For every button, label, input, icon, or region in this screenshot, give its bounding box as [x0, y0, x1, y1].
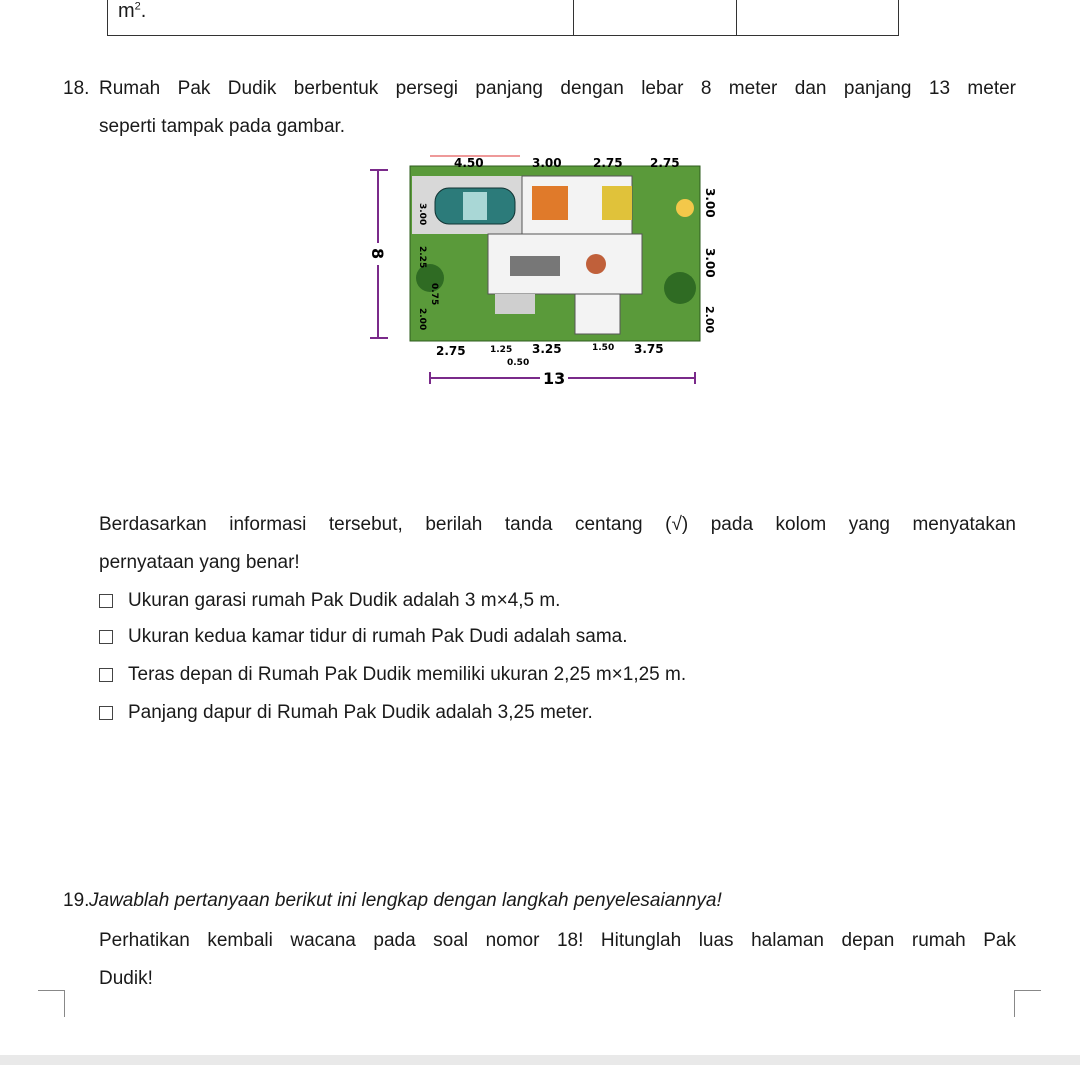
floor-plan-figure — [360, 148, 720, 388]
dim-bottom-small: 0.50 — [507, 358, 530, 368]
answer-box-corner — [1014, 990, 1041, 1017]
dim-bottom-1: 2.75 — [436, 344, 466, 358]
dim-top-2: 3.00 — [532, 156, 562, 170]
checkbox[interactable] — [99, 630, 113, 644]
answer-box-corner — [38, 990, 65, 1017]
dim-bottom-5: 3.75 — [634, 342, 664, 356]
checkbox[interactable] — [99, 668, 113, 682]
dim-top-1: 4.50 — [454, 156, 484, 170]
question-18-text-cont: seperti tampak pada gambar. — [99, 116, 346, 137]
dim-top-4: 2.75 — [650, 156, 680, 170]
statement-option-1[interactable]: Ukuran garasi rumah Pak Dudik adalah 3 m×4,5 m. — [99, 590, 560, 612]
question-18-number: 18. — [63, 78, 90, 99]
statement-option-3[interactable]: Teras depan di Rumah Pak Dudik memiliki ukuran 2,25 m×1,25 m. — [99, 664, 686, 686]
dim-bottom-4: 1.50 — [592, 343, 615, 353]
area-unit: $m^2$. — [118, 0, 147, 22]
question-19-heading: Jawablah pertanyaan berikut ini lengkap dengan langkah penyelesaiannya! — [89, 890, 722, 911]
dim-right-3: 2.00 — [703, 306, 716, 334]
sofa-icon — [510, 256, 560, 276]
total-length-label: 13 — [543, 369, 566, 388]
checkbox[interactable] — [99, 706, 113, 720]
tree-icon — [664, 272, 696, 304]
table-column-divider — [573, 0, 574, 35]
instruction-text: Berdasarkan informasi tersebut, berilah tanda centang (√) pada kolom yang menyatakan — [99, 514, 1016, 535]
table-column-divider — [736, 0, 737, 35]
dim-left-1: 3.00 — [417, 203, 427, 226]
question-19-text: Perhatikan kembali wacana pada soal nomor 18! Hitunglah luas halaman depan rumah Pak — [99, 930, 1016, 951]
instruction-text-cont: pernyataan yang benar! — [99, 552, 300, 573]
dim-right-1: 3.00 — [703, 188, 717, 218]
flower-icon — [676, 199, 694, 217]
dim-right-2: 3.00 — [703, 248, 717, 278]
bed-icon — [602, 186, 632, 220]
statement-option-2[interactable]: Ukuran kedua kamar tidur di rumah Pak Dudi adalah sama. — [99, 626, 628, 648]
dim-left-3: 0.75 — [429, 283, 439, 306]
answer-table-fragment — [107, 0, 899, 36]
page-bottom-bar — [0, 1055, 1080, 1065]
question-19-text-cont: Dudik! — [99, 968, 153, 989]
total-width-label: 8 — [368, 248, 387, 260]
checkbox[interactable] — [99, 594, 113, 608]
table-icon — [586, 254, 606, 274]
dim-left-2: 2.25 — [417, 246, 427, 269]
dim-bottom-3: 3.25 — [532, 342, 562, 356]
statement-option-4[interactable]: Panjang dapur di Rumah Pak Dudik adalah 3,25 meter. — [99, 702, 593, 724]
dim-top-3: 2.75 — [593, 156, 623, 170]
bed-icon — [532, 186, 568, 220]
question-19-number: 19. — [63, 890, 90, 911]
question-18-text: Rumah Pak Dudik berbentuk persegi panjang dengan lebar 8 meter dan panjang 13 meter — [99, 78, 1016, 99]
dim-bottom-2: 1.25 — [490, 345, 513, 355]
dim-left-4: 2.00 — [417, 308, 427, 331]
